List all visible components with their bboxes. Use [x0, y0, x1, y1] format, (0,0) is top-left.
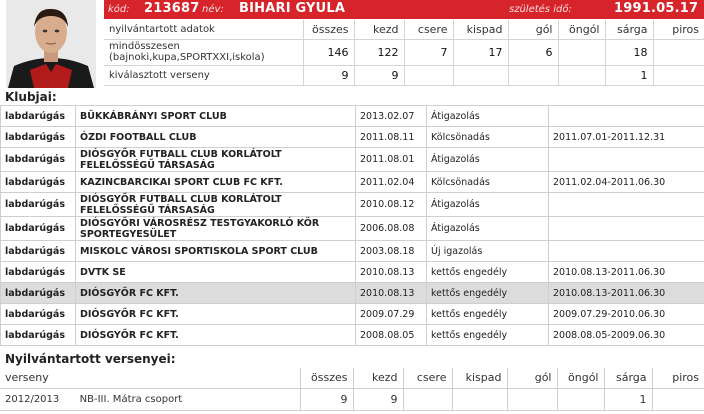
player-header-bar	[104, 0, 704, 19]
club-transfer-type: kettős engedély	[427, 262, 549, 283]
stats-value	[653, 65, 704, 85]
club-name: DIÓSGYŐRI VÁROSRÉSZ TESTGYAKORLÓ KÖR SPORTEGYESÜLET	[76, 217, 356, 241]
club-period	[549, 193, 704, 217]
code-label: kód:	[108, 4, 130, 15]
competitions-header-cell: kispad	[452, 368, 507, 388]
club-transfer-type: Kölcsönadás	[427, 172, 549, 193]
club-sport: labdarúgás	[1, 283, 76, 304]
club-row[interactable]	[1, 127, 704, 148]
club-date: 2003.08.18	[356, 241, 427, 262]
stats-value: 9	[354, 65, 404, 85]
club-name: DIÓSGYŐR FUTBALL CLUB KORLÁTOLT FELELŐSSÉGŰ TÁRSASÁG	[76, 193, 356, 217]
club-period: 2011.07.01-2011.12.31	[549, 127, 704, 148]
player-photo	[6, 0, 96, 88]
stats-section-label: nyilvántartott adatok	[104, 20, 303, 39]
club-date: 2011.02.04	[356, 172, 427, 193]
stats-header-cell: gól	[508, 20, 558, 39]
club-row[interactable]	[1, 304, 704, 325]
club-row[interactable]	[1, 217, 704, 241]
competition-value	[557, 388, 604, 410]
club-row[interactable]	[1, 262, 704, 283]
stats-value	[453, 65, 508, 85]
club-row[interactable]	[1, 241, 704, 262]
club-name: MISKOLC VÁROSI SPORTISKOLA SPORT CLUB	[76, 241, 356, 262]
competitions-table	[0, 368, 704, 411]
stats-row-selected	[104, 65, 704, 85]
club-name: KAZINCBARCIKAI SPORT CLUB FC KFT.	[76, 172, 356, 193]
competition-value: 9	[353, 388, 403, 410]
stats-value: 17	[453, 39, 508, 65]
stats-header-cell: öngól	[558, 20, 605, 39]
player-birth-date: 1991.05.17	[614, 1, 699, 16]
club-period: 2010.08.13-2011.06.30	[549, 262, 704, 283]
club-sport: labdarúgás	[1, 193, 76, 217]
stats-value	[558, 65, 605, 85]
club-period: 2008.08.05-2009.06.30	[549, 325, 704, 346]
club-transfer-type: Új igazolás	[427, 241, 549, 262]
stats-value	[558, 39, 605, 65]
club-date: 2010.08.13	[356, 262, 427, 283]
club-date: 2010.08.13	[356, 283, 427, 304]
club-sport: labdarúgás	[1, 127, 76, 148]
stats-header-cell: összes	[303, 20, 354, 39]
stats-value	[404, 65, 453, 85]
stats-row-label: kiválasztott verseny	[104, 65, 303, 85]
stats-value	[508, 65, 558, 85]
club-period: 2009.07.29-2010.06.30	[549, 304, 704, 325]
club-sport: labdarúgás	[1, 106, 76, 127]
club-period	[549, 148, 704, 172]
club-name: DIÓSGYŐR FC KFT.	[76, 304, 356, 325]
name-label: név:	[202, 4, 224, 15]
club-period	[549, 217, 704, 241]
competitions-header-cell: gól	[507, 368, 557, 388]
club-name: BÜKKÁBRÁNYI SPORT CLUB	[76, 106, 356, 127]
club-transfer-type: kettős engedély	[427, 304, 549, 325]
stats-header-cell: kezd	[354, 20, 404, 39]
club-name: DVTK SE	[76, 262, 356, 283]
competition-value	[507, 388, 557, 410]
club-period	[549, 106, 704, 127]
club-sport: labdarúgás	[1, 325, 76, 346]
clubs-table	[0, 105, 704, 346]
stats-row-total	[104, 39, 704, 65]
player-stats-table	[104, 20, 704, 86]
club-period	[549, 241, 704, 262]
stats-header-cell: piros	[653, 20, 704, 39]
competitions-section-title: Nyilvántartott versenyei:	[5, 352, 176, 366]
club-row[interactable]	[1, 193, 704, 217]
club-sport: labdarúgás	[1, 262, 76, 283]
club-sport: labdarúgás	[1, 304, 76, 325]
stats-header-cell: sárga	[605, 20, 653, 39]
club-row[interactable]	[1, 283, 704, 304]
club-name: ÓZDI FOOTBALL CLUB	[76, 127, 356, 148]
club-transfer-type: Átigazolás	[427, 148, 549, 172]
stats-value	[653, 39, 704, 65]
competition-row[interactable]	[0, 388, 704, 410]
competition-value: 9	[300, 388, 353, 410]
club-date: 2010.08.12	[356, 193, 427, 217]
club-date: 2008.08.05	[356, 325, 427, 346]
club-date: 2011.08.11	[356, 127, 427, 148]
stats-value: 18	[605, 39, 653, 65]
club-row[interactable]	[1, 148, 704, 172]
club-name: DIÓSGYŐR FUTBALL CLUB KORLÁTOLT FELELŐSSÉGŰ TÁRSASÁG	[76, 148, 356, 172]
club-row[interactable]	[1, 106, 704, 127]
competition-value	[452, 388, 507, 410]
stats-header-cell: kispad	[453, 20, 508, 39]
club-date: 2011.08.01	[356, 148, 427, 172]
competition-name: NB-III. Mátra csoport	[79, 393, 183, 405]
competitions-header-row	[0, 368, 704, 388]
club-sport: labdarúgás	[1, 241, 76, 262]
stats-value: 9	[303, 65, 354, 85]
competitions-header-cell: kezd	[353, 368, 403, 388]
club-period: 2011.02.04-2011.06.30	[549, 172, 704, 193]
competitions-header-cell: verseny	[0, 368, 300, 388]
competitions-header-cell: öngól	[557, 368, 604, 388]
stats-header-row	[104, 20, 704, 39]
club-period: 2010.08.13-2011.06.30	[549, 283, 704, 304]
club-transfer-type: Átigazolás	[427, 193, 549, 217]
club-date: 2009.07.29	[356, 304, 427, 325]
competition-value	[403, 388, 452, 410]
club-transfer-type: kettős engedély	[427, 283, 549, 304]
stats-value: 6	[508, 39, 558, 65]
competitions-header-cell: piros	[652, 368, 704, 388]
club-transfer-type: Kölcsönadás	[427, 127, 549, 148]
clubs-section-title: Klubjai:	[5, 90, 57, 104]
stats-row-label: mindösszesen (bajnoki,kupa,SPORTXXI,iskola)	[104, 39, 303, 65]
stats-value: 146	[303, 39, 354, 65]
club-date: 2013.02.07	[356, 106, 427, 127]
competition-value	[652, 388, 704, 410]
club-name: DIÓSGYŐR FC KFT.	[76, 283, 356, 304]
player-name: BIHARI GYULA	[239, 1, 346, 16]
competitions-header-cell: sárga	[604, 368, 652, 388]
club-transfer-type: Átigazolás	[427, 106, 549, 127]
player-code: 213687	[144, 1, 200, 16]
birth-label: születés idő:	[509, 4, 572, 15]
stats-value: 122	[354, 39, 404, 65]
club-row[interactable]	[1, 325, 704, 346]
competitions-header-cell: csere	[403, 368, 452, 388]
club-transfer-type: kettős engedély	[427, 325, 549, 346]
club-sport: labdarúgás	[1, 172, 76, 193]
stats-header-cell: csere	[404, 20, 453, 39]
club-row[interactable]	[1, 172, 704, 193]
competition-value: 1	[604, 388, 652, 410]
competition-name-cell[interactable]	[0, 388, 300, 410]
competition-season: 2012/2013	[5, 393, 60, 405]
club-transfer-type: Átigazolás	[427, 217, 549, 241]
club-sport: labdarúgás	[1, 148, 76, 172]
club-sport: labdarúgás	[1, 217, 76, 241]
competitions-header-cell: összes	[300, 368, 353, 388]
club-name: DIÓSGYŐR FC KFT.	[76, 325, 356, 346]
stats-value: 1	[605, 65, 653, 85]
stats-value: 7	[404, 39, 453, 65]
club-date: 2006.08.08	[356, 217, 427, 241]
